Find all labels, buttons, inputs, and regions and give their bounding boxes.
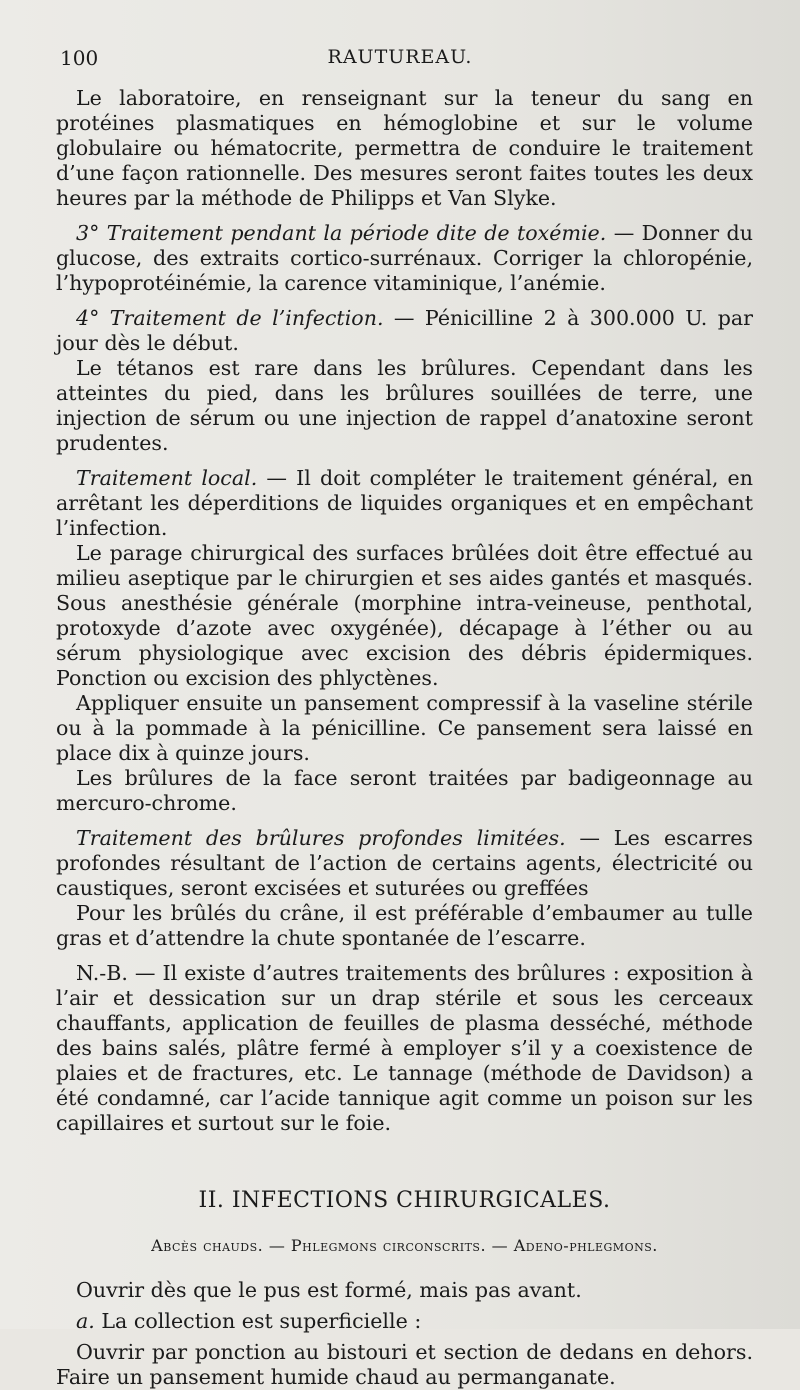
text-infection: — Pénicilline 2 à 300.000 U. par jour dès le début. — [56, 306, 754, 355]
paragraph-laboratoire: Le laboratoire, en renseignant sur la teneur du sang en protéines plasmatiques en hémoglobine et sur le volume globulaire ou hématocrite, permettra de conduire le traitement d’une façon rationnelle. Des mesures seront faites toutes les deux heures par la méthode de Philipps et Van Slyke. — [56, 86, 753, 210]
subtitle-dash-2: — — [486, 1236, 514, 1255]
paragraph-nb: N.-B. — Il existe d’autres traitements des brûlures : exposition à l’air et dessication sur un drap stérile et sous les cerceaux chauffants, application de feuilles de plasma desséché, méthode des bains salés, plâtre fermé à employer s’il y a coexistence de plaies et de fractures, etc. Le tannage (méthode de Davidson) a été condamné, car l’acide tannique agit comme un poison sur les capillaires et surtout sur le foie. — [56, 961, 753, 1135]
running-header — [60, 46, 740, 72]
section-subtitle — [56, 1233, 753, 1258]
paragraph-traitement-local — [56, 466, 753, 541]
paragraph-ponction: Ouvrir par ponction au bistouri et section de dedans en dehors. Faire un pansement humide chaud au permanganate. — [56, 1340, 753, 1389]
running-title: RAUTUREAU. — [327, 46, 473, 68]
paragraph-parage: Le parage chirurgical des surfaces brûlées doit être effectué au milieu aseptique par le chirurgien et ses aides gantés et masqués. Sous anesthésie générale (morphine intra-veineuse, penthotal, protoxyde d’azote avec oxygénée), décapage à l’éther ou au sérum physiologique avec excision des débris épidermiques. Ponction ou excision des phlyctènes. — [56, 541, 753, 690]
subtitle-abces: Abcès chauds. — [151, 1236, 264, 1255]
subtitle-dash-1: — — [263, 1236, 291, 1255]
paragraph-face: Les brûlures de la face seront traitées par badigeonnage au mercuro-chrome. — [56, 766, 753, 815]
paragraph-tetanos: Le tétanos est rare dans les brûlures. Cependant dans les atteintes du pied, dans les brûlures souillées de terre, une injection de sérum ou une injection de rappel d’anatoxine seront prudentes. — [56, 356, 753, 455]
text-collection: La collection est superficielle : — [94, 1309, 422, 1333]
text-toxemie: — Donner du glucose, des extraits cortico-surrénaux. Corriger la chloropénie, l’hypoprotéinémie, la carence vitaminique, l’anémie. — [56, 221, 753, 295]
label-a: a. — [76, 1309, 95, 1333]
heading-traitement-local: Traitement local. — [76, 466, 258, 490]
subtitle-adeno: Adeno-phlegmons. — [513, 1236, 658, 1255]
heading-toxemie: 3° Traitement pendant la période dite de toxémie. — [76, 221, 607, 245]
heading-brulures-profondes: Traitement des brûlures profondes limitées. — [76, 826, 566, 850]
page-body — [56, 86, 753, 1390]
text-brulures-profondes: — Les escarres profondes résultant de l’action de certains agents, électricité ou caustiques, seront excisées et suturées ou greffées — [56, 826, 753, 900]
subtitle-phlegmons: Phlegmons circonscrits. — [290, 1236, 487, 1255]
text-traitement-local: — Il doit compléter le traitement général, en arrêtant les déperditions de liquides organiques et en empêchant l’infection. — [56, 466, 753, 540]
paragraph-brulures-profondes — [56, 826, 753, 901]
paragraph-collection — [56, 1309, 753, 1334]
paragraph-toxemie — [56, 221, 753, 296]
page-number: 100 — [60, 46, 99, 70]
section-title: II. INFECTIONS CHIRURGICALES. — [198, 1188, 611, 1213]
paragraph-crane: Pour les brûlés du crâne, il est préférable d’embaumer au tulle gras et d’attendre la chute spontanée de l’escarre. — [56, 901, 753, 950]
heading-infection: 4° Traitement de l’infection. — [76, 306, 384, 330]
paragraph-pansement: Appliquer ensuite un pansement compressif à la vaseline stérile ou à la pommade à la pénicilline. Ce pansement sera laissé en place dix à quinze jours. — [56, 691, 753, 765]
paragraph-ouvrir: Ouvrir dès que le pus est formé, mais pas avant. — [76, 1278, 582, 1302]
paragraph-infection — [56, 306, 753, 356]
